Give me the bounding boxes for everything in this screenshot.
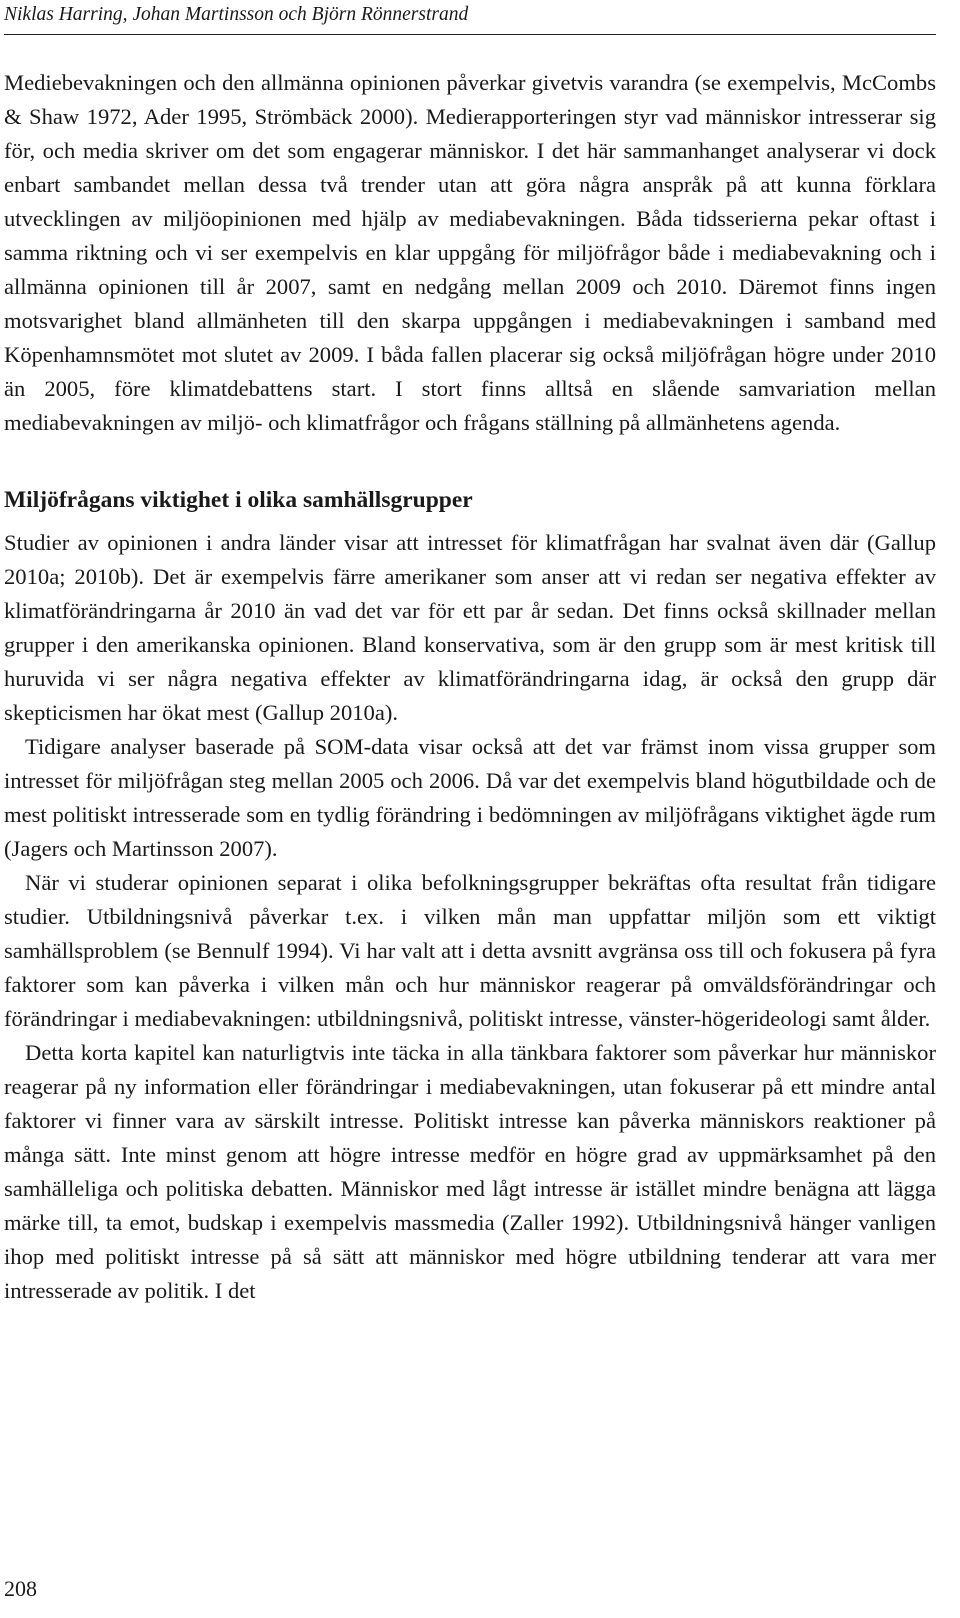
body-paragraph: När vi studerar opinionen separat i olika befolkningsgrupper bekräftas ofta resultat från tidigare studier. Utbildningsnivå påverkar t.ex. i vilken mån man uppfattar miljön som ett viktigt samhällsproblem (se Bennulf 1994). Vi har valt att i detta avsnitt avgränsa oss till och fokusera på fyra faktorer som kan påverka i vilken mån och hur människor reagerar på omväldsförändringar och förändringar i mediabevakningen: utbildningsnivå, politiskt intresse, vänster-högerideologi samt ålder. <box>4 870 936 1031</box>
section-heading: Miljöfrågans viktighet i olika samhällsgrupper <box>4 487 473 513</box>
running-header-authors: Niklas Harring, Johan Martinsson och Björn Rönnerstrand <box>4 2 936 35</box>
body-paragraph: Mediebevakningen och den allmänna opinionen påverkar givetvis varandra (se exempelvis, McCombs & Shaw 1972, Ader 1995, Strömbäck 2000). Medierapporteringen styr vad människor intresserar sig för, och media skriver om det som engagerar människor. I det här sammanhanget analyserar vi dock enbart sambandet mellan dessa två trender utan att göra några anspråk på att kunna förklara utvecklingen av miljöopinionen med hjälp av mediabevakningen. Båda tidsserierna pekar oftast i samma riktning och vi ser exempelvis en klar uppgång för miljöfrågor både i mediabevakning och i allmänna opinionen till år 2007, samt en nedgång mellan 2009 och 2010. Däremot finns ingen motsvarighet bland allmänheten till den skarpa uppgången i mediabevakningen i samband med Köpenhamnsmötet mot slutet av 2009. I båda fallen placerar sig också miljöfrågan högre under 2010 än 2005, före klimatdebattens start. I stort finns alltså en slående samvariation mellan mediabevakningen av miljö- och klimatfrågor och frågans ställning på allmänhetens agenda. <box>4 70 936 435</box>
body-paragraph: Detta korta kapitel kan naturligtvis inte täcka in alla tänkbara faktorer som påverkar hur människor reagerar på ny information eller förändringar i mediabevakningen, utan fokuserar på ett mindre antal faktorer vi finner vara av särskilt intresse. Politiskt intresse kan påverka människors reaktioner på många sätt. Inte minst genom att högre intresse medför en högre grad av uppmärksamhet på den samhälleliga och politiska debatten. Människor med lågt intresse är istället mindre benägna att lägga märke till, ta emot, budskap i exempelvis massmedia (Zaller 1992). Utbildningsnivå hänger vanligen ihop med politiskt intresse på så sätt att människor med högre utbildning tenderar att vara mer intresserade av politik. I det <box>4 1040 936 1303</box>
body-paragraph: Studier av opinionen i andra länder visar att intresset för klimatfrågan har svalnat även där (Gallup 2010a; 2010b). Det är exempelvis färre amerikaner som anser att vi redan ser negativa effekter av klimatförändringarna år 2010 än vad det var för ett par år sedan. Det finns också skillnader mellan grupper i den amerikanska opinionen. Bland konservativa, som är den grupp som är mest kritisk till huruvida vi ser några negativa effekter av klimatförändringarna idag, är också den grupp där skepticismen har ökat mest (Gallup 2010a). <box>4 530 936 725</box>
body-paragraph: Tidigare analyser baserade på SOM-data visar också att det var främst inom vissa grupper som intresset för miljöfrågan steg mellan 2005 och 2006. Då var det exempelvis bland högutbildade och de mest politiskt intresserade som en tydlig förändring i bedömningen av miljöfrågans viktighet ägde rum (Jagers och Martinsson 2007). <box>4 734 936 861</box>
page-number: 208 <box>4 1576 37 1601</box>
page-body <box>4 66 936 1308</box>
